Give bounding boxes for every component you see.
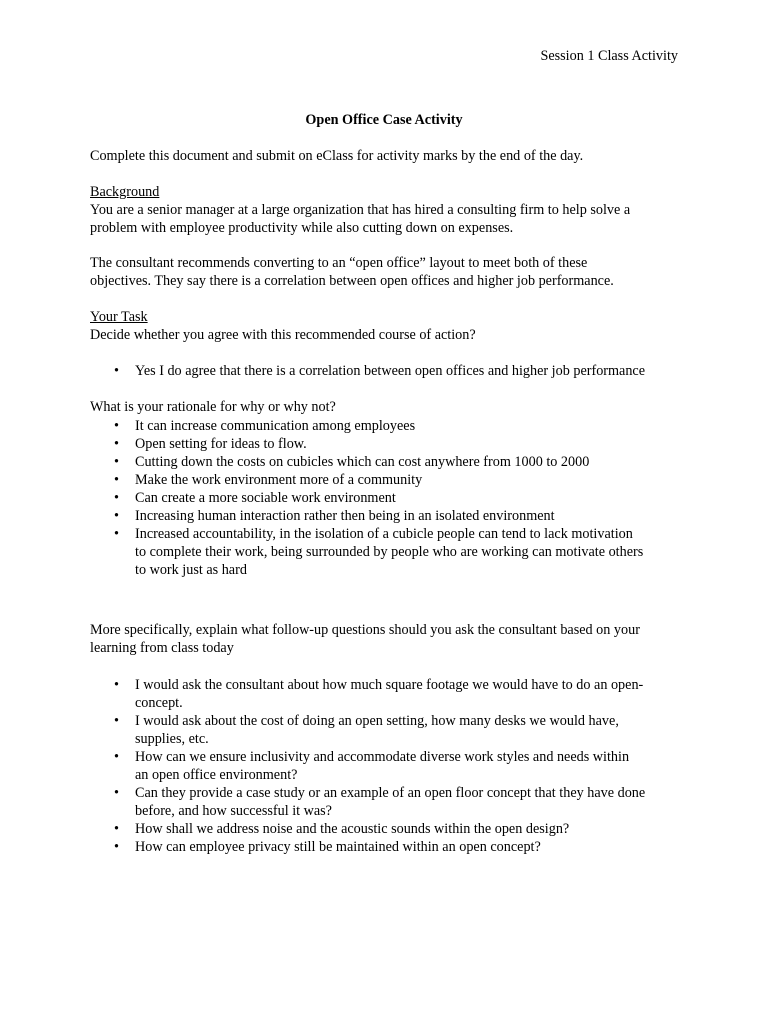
list-item-text: How can we ensure inclusivity and accommodate diverse work styles and needs within xyxy=(135,749,630,765)
bullet-icon: • xyxy=(114,418,119,434)
list-item-text: concept. xyxy=(135,695,183,711)
intro-text: Complete this document and submit on eClass for activity marks by the end of the day. xyxy=(90,148,584,164)
list-item xyxy=(90,676,690,712)
list-item-text: to complete their work, being surrounded by people who are working can motivate others xyxy=(135,544,644,560)
list-item xyxy=(90,525,690,579)
bullet-icon: • xyxy=(114,713,119,729)
list-item-text: It can increase communication among employees xyxy=(135,418,416,434)
list-item xyxy=(90,453,690,471)
bullet-icon: • xyxy=(114,363,119,379)
task-section xyxy=(90,308,690,344)
followup-question xyxy=(90,621,690,657)
task-answer: Yes I do agree that there is a correlation between open offices and higher job performance xyxy=(135,363,646,379)
bullet-icon: • xyxy=(114,454,119,470)
list-item xyxy=(90,712,690,748)
bullet-icon: • xyxy=(114,677,119,693)
bullet-icon: • xyxy=(114,508,119,524)
background-line: problem with employee productivity while also cutting down on expenses. xyxy=(90,220,514,236)
list-item-text: Cutting down the costs on cubicles which can cost anywhere from 1000 to 2000 xyxy=(135,454,590,470)
list-item xyxy=(90,435,690,453)
followup-list xyxy=(90,676,690,856)
document-title: Open Office Case Activity xyxy=(305,112,463,128)
background-line: You are a senior manager at a large organization that has hired a consulting firm to help solve a xyxy=(90,202,631,218)
background-heading: Background xyxy=(90,184,160,200)
list-item-text: to work just as hard xyxy=(135,562,247,578)
bullet-icon: • xyxy=(114,436,119,452)
list-item xyxy=(90,507,690,525)
list-item-text: supplies, etc. xyxy=(135,731,209,747)
consultant-line: The consultant recommends converting to an “open office” layout to meet both of these xyxy=(90,255,588,271)
list-item-text: I would ask the consultant about how much square footage we would have to do an open- xyxy=(135,677,644,693)
page-header: Session 1 Class Activity xyxy=(540,48,678,64)
rationale-question: What is your rationale for why or why not? xyxy=(90,399,336,415)
list-item-text: Open setting for ideas to flow. xyxy=(135,436,307,452)
task-heading: Your Task xyxy=(90,309,148,325)
list-item-text: Increased accountability, in the isolation of a cubicle people can tend to lack motivation xyxy=(135,526,633,542)
list-item xyxy=(90,820,690,838)
list-item xyxy=(90,748,690,784)
task-answer-list xyxy=(90,362,690,380)
list-item-text: How can employee privacy still be maintained within an open concept? xyxy=(135,839,541,855)
bullet-icon: • xyxy=(114,821,119,837)
followup-question-line: learning from class today xyxy=(90,640,234,656)
list-item-text: How shall we address noise and the acoustic sounds within the open design? xyxy=(135,821,570,837)
list-item-text: I would ask about the cost of doing an open setting, how many desks we would have, xyxy=(135,713,619,729)
list-item xyxy=(90,489,690,507)
list-item xyxy=(90,417,690,435)
followup-question-line: More specifically, explain what follow-up questions should you ask the consultant based on your xyxy=(90,622,640,638)
bullet-icon: • xyxy=(114,526,119,542)
bullet-icon: • xyxy=(114,472,119,488)
background-section xyxy=(90,183,690,237)
list-item xyxy=(90,362,690,380)
list-item-text: Increasing human interaction rather then being in an isolated environment xyxy=(135,508,555,524)
list-item xyxy=(90,784,690,820)
bullet-icon: • xyxy=(114,785,119,801)
bullet-icon: • xyxy=(114,839,119,855)
rationale-list xyxy=(90,417,690,579)
list-item-text: an open office environment? xyxy=(135,767,298,783)
list-item-text: before, and how successful it was? xyxy=(135,803,332,819)
list-item-text: Can they provide a case study or an example of an open floor concept that they have done xyxy=(135,785,646,801)
list-item xyxy=(90,471,690,489)
list-item xyxy=(90,838,690,856)
consultant-line: objectives. They say there is a correlation between open offices and higher job performance. xyxy=(90,273,614,289)
consultant-paragraph xyxy=(90,254,690,290)
bullet-icon: • xyxy=(114,490,119,506)
task-question: Decide whether you agree with this recommended course of action? xyxy=(90,327,476,343)
bullet-icon: • xyxy=(114,749,119,765)
list-item-text: Make the work environment more of a community xyxy=(135,472,423,488)
list-item-text: Can create a more sociable work environment xyxy=(135,490,396,506)
